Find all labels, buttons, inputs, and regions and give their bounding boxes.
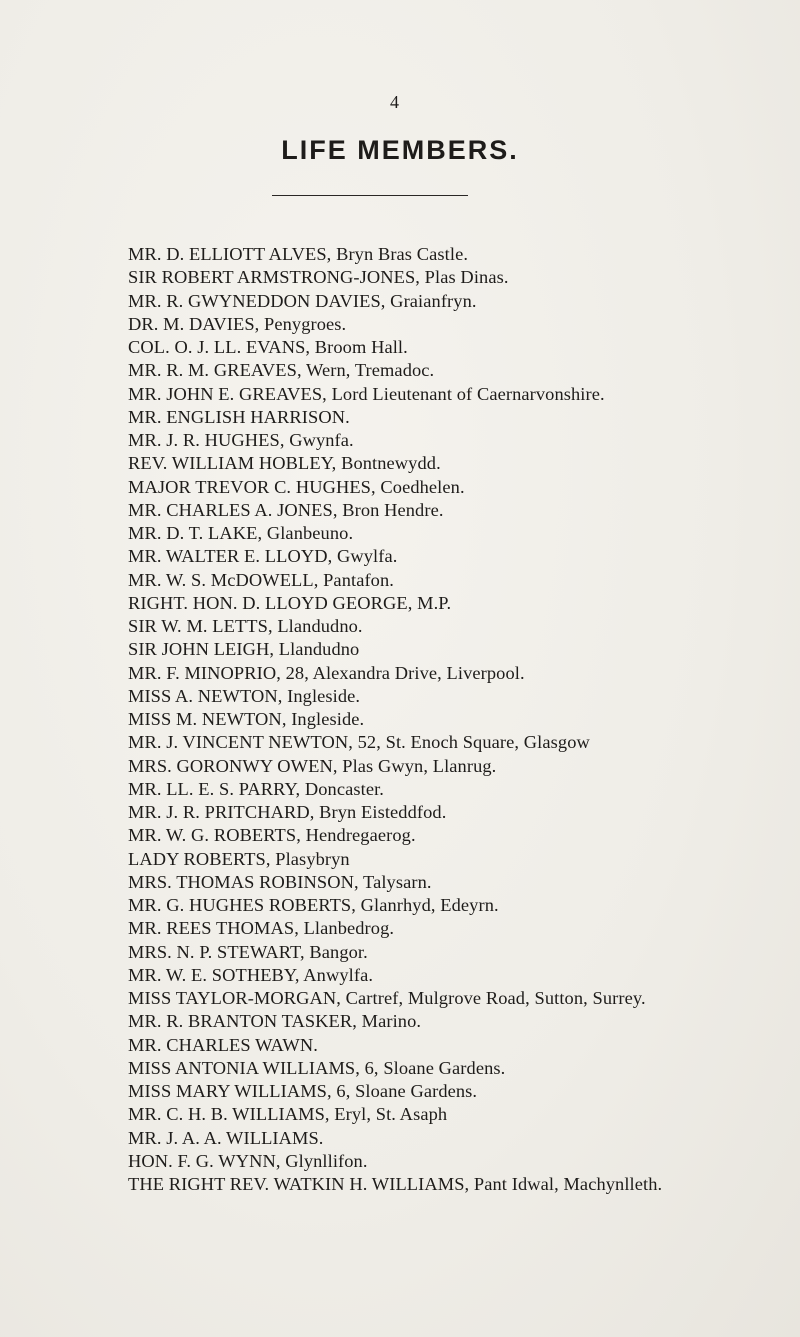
- member-entry: MR. LL. E. S. PARRY, Doncaster.: [128, 778, 385, 799]
- member-entry: MR. CHARLES A. JONES, Bron Hendre.: [128, 499, 444, 520]
- member-entry: MRS. N. P. STEWART, Bangor.: [128, 941, 368, 962]
- member-entry: SIR ROBERT ARMSTRONG-JONES, Plas Dinas.: [128, 267, 509, 288]
- page-title: LIFE MEMBERS.: [281, 135, 519, 165]
- member-entry: MR. D. ELLIOTT ALVES, Bryn Bras Castle.: [128, 244, 469, 264]
- member-entry: MR. CHARLES WAWN.: [128, 1034, 318, 1055]
- member-entry: HON. F. G. WYNN, Glynllifon.: [128, 1150, 368, 1171]
- member-entry: MR. R. M. GREAVES, Wern, Tremadoc.: [128, 360, 435, 381]
- member-entry: MR. W. E. SOTHEBY, Anwylfa.: [128, 964, 374, 985]
- member-entry: MR. J. A. A. WILLIAMS.: [128, 1127, 324, 1148]
- member-list: [128, 243, 796, 1196]
- member-entry: MRS. GORONWY OWEN, Plas Gwyn, Llanrug.: [128, 755, 497, 776]
- member-entry: MISS TAYLOR-MORGAN, Cartref, Mulgrove Road, Sutton, Surrey.: [128, 988, 646, 1008]
- member-entry: MR. R. GWYNEDDON DAVIES, Graianfryn.: [128, 290, 477, 311]
- member-entry: MR. J. VINCENT NEWTON, 52, St. Enoch Square, Glasgow: [128, 732, 590, 753]
- member-entry: RIGHT. HON. D. LLOYD GEORGE, M.P.: [128, 592, 452, 613]
- member-entry: MISS M. NEWTON, Ingleside.: [128, 709, 365, 729]
- member-entry: MR. D. T. LAKE, Glanbeuno.: [128, 523, 354, 543]
- member-entry: MR. REES THOMAS, Llanbedrog.: [128, 918, 395, 939]
- member-entry: MR. J. R. PRITCHARD, Bryn Eisteddfod.: [128, 802, 447, 822]
- title-divider: [272, 195, 468, 196]
- member-entry: MISS ANTONIA WILLIAMS, 6, Sloane Gardens.: [128, 1057, 506, 1078]
- member-entry: MR. R. BRANTON TASKER, Marino.: [128, 1011, 422, 1032]
- member-entry: THE RIGHT REV. WATKIN H. WILLIAMS, Pant Idwal, Machynlleth.: [128, 1174, 663, 1194]
- member-entry: COL. O. J. LL. EVANS, Broom Hall.: [128, 337, 408, 357]
- member-entry: MAJOR TREVOR C. HUGHES, Coedhelen.: [128, 476, 465, 497]
- member-entry: MISS A. NEWTON, Ingleside.: [128, 685, 361, 706]
- member-entry: MR. J. R. HUGHES, Gwynfa.: [128, 430, 354, 450]
- member-entry: MRS. THOMAS ROBINSON, Talysarn.: [128, 871, 432, 892]
- member-entry: MR. F. MINOPRIO, 28, Alexandra Drive, Liverpool.: [128, 662, 525, 683]
- member-entry: SIR W. M. LETTS, Llandudno.: [128, 616, 363, 636]
- member-entry: MR. C. H. B. WILLIAMS, Eryl, St. Asaph: [128, 1104, 448, 1125]
- member-entry: MR. ENGLISH HARRISON.: [128, 406, 350, 427]
- member-entry: MR. WALTER E. LLOYD, Gwylfa.: [128, 546, 398, 567]
- member-entry: DR. M. DAVIES, Penygroes.: [128, 313, 347, 334]
- member-entry: LADY ROBERTS, Plasybryn: [128, 848, 350, 869]
- member-entry: MR. JOHN E. GREAVES, Lord Lieutenant of Caernarvonshire.: [128, 383, 605, 404]
- member-entry: REV. WILLIAM HOBLEY, Bontnewydd.: [128, 453, 441, 474]
- member-entry: MR. W. G. ROBERTS, Hendregaerog.: [128, 825, 416, 846]
- member-entry: MR. W. S. McDOWELL, Pantafon.: [128, 569, 394, 590]
- member-entry: MISS MARY WILLIAMS, 6, Sloane Gardens.: [128, 1081, 478, 1101]
- page-number: 4: [390, 92, 399, 112]
- member-entry: SIR JOHN LEIGH, Llandudno: [128, 639, 360, 660]
- member-entry: MR. G. HUGHES ROBERTS, Glanrhyd, Edeyrn.: [128, 895, 499, 915]
